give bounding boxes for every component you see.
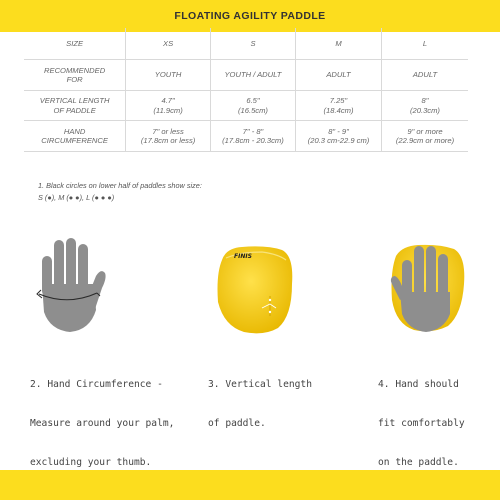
size-note-line: 1. Black circles on lower half of paddles show size:: [38, 181, 202, 190]
table-cell: 8" (20.3cm): [381, 91, 468, 121]
table-cell: VERTICAL LENGTH OF PADDLE: [24, 91, 126, 121]
table-cell: YOUTH / ADULT: [210, 60, 295, 91]
caption-vertical-length: 3. Vertical length of paddle.: [208, 379, 312, 429]
table-cell: S: [210, 28, 295, 60]
hand-on-paddle-icon: [384, 240, 470, 336]
size-legend-line: S (●), M (● ●), L (● ● ●): [38, 193, 115, 202]
table-row: [24, 60, 468, 91]
paddle-icon: [212, 244, 296, 336]
caption-hand-circumference: 2. Hand Circumference - Measure around your palm, excluding your thumb.: [30, 379, 175, 468]
size-chart-table: [24, 28, 468, 152]
table-cell: M: [296, 28, 382, 60]
table-cell: ADULT: [381, 60, 468, 91]
table-cell: SIZE: [24, 28, 126, 60]
table-cell: XS: [126, 28, 211, 60]
hand-measure-icon: [30, 236, 110, 336]
size-note: [38, 180, 202, 204]
table-cell: YOUTH: [126, 60, 211, 91]
table-row: [24, 91, 468, 121]
table-cell: 7" or less (17.8cm or less): [126, 121, 211, 152]
table-cell: ADULT: [296, 60, 382, 91]
footer-bar: [0, 470, 500, 500]
table-cell: L: [381, 28, 468, 60]
table-cell: 7.25" (18.4cm): [296, 91, 382, 121]
table-row: [24, 28, 468, 60]
caption-hand-fit: 4. Hand should fit comfortably on the paddle.: [378, 379, 465, 468]
table-cell: 8" - 9" (20.3 cm-22.9 cm): [296, 121, 382, 152]
page-title: FLOATING AGILITY PADDLE: [174, 10, 326, 22]
table-row: [24, 121, 468, 152]
table-cell: 7" - 8" (17.8cm - 20.3cm): [210, 121, 295, 152]
table-cell: 4.7" (11.9cm): [126, 91, 211, 121]
table-cell: 9" or more (22.9cm or more): [381, 121, 468, 152]
table-cell: 6.5" (16.5cm): [210, 91, 295, 121]
table-cell: HAND CIRCUMFERENCE: [24, 121, 126, 152]
table-cell: RECOMMENDED FOR: [24, 60, 126, 91]
paddle-brand-label: FINIS: [234, 253, 252, 260]
